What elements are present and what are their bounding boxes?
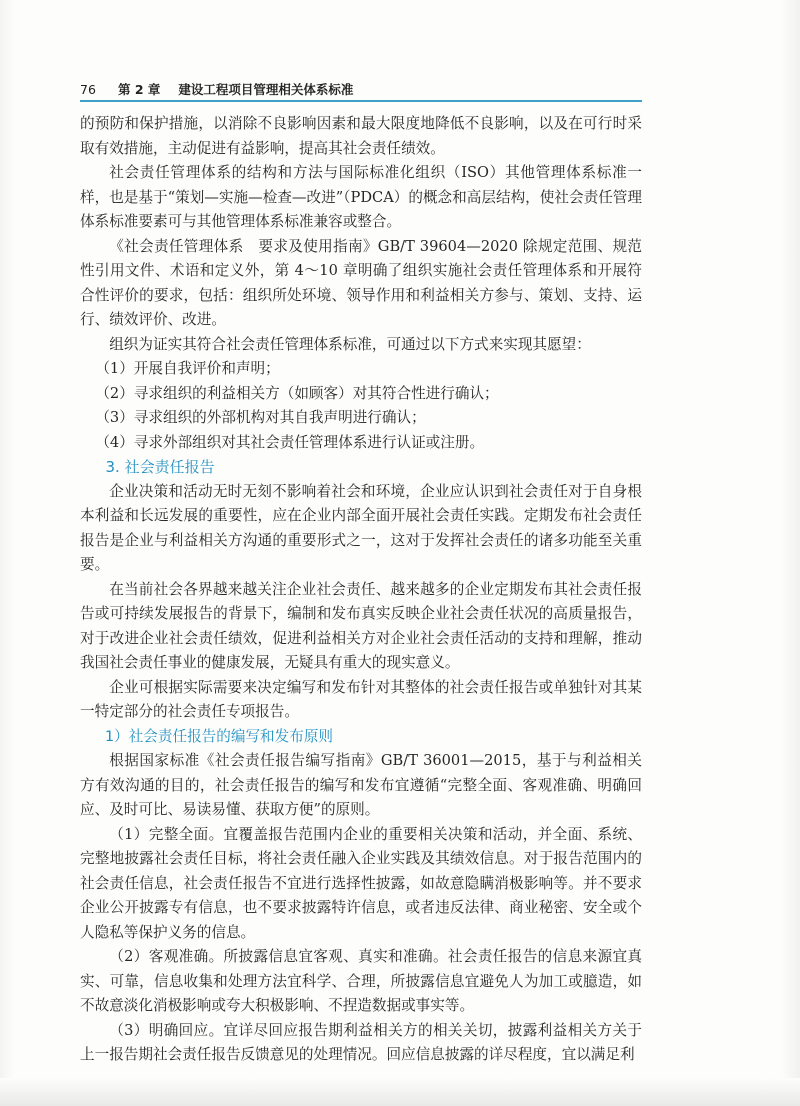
paragraph: （3）明确回应。宜详尽回应报告期利益相关方的相关关切，披露利益相关方关于上一报告期社会责任报告反馈意见的处理情况。回应信息披露的详尽程度，宜以满足利 <box>80 1021 642 1063</box>
list-item: （3）寻求组织的外部机构对其自我声明进行确认； <box>95 409 426 426</box>
page-number: 76 <box>80 82 96 97</box>
paragraph: 企业决策和活动无时无刻不影响着社会和环境，企业应认识到社会责任对于自身根本利益和长远发展的重要性，应在企业内部全面开展社会责任实践。定期发布社会责任报告是企业与利益相关方沟通的重要形式之一，这对于发挥社会责任的诸多功能至关重要。 <box>80 482 642 573</box>
paragraph: 组织为证实其符合社会责任管理体系标准，可通过以下方式来实现其愿望： <box>109 335 591 353</box>
paragraph: （2）客观准确。所披露信息宜客观、真实和准确。社会责任报告的信息来源宜真实、可靠，信息收集和处理方法宜科学、合理，所披露信息宜避免人为加工或臆造，如不故意淡化消极影响或夸大积极影响、不捏造数据或事实等。 <box>80 948 642 1014</box>
paragraph: 根据国家标准《社会责任报告编写指南》GB/T 36001—2015，基于与利益相关方有效沟通的目的，社会责任报告的编写和发布宜遵循“完整全面、客观准确、明确回应、及时可比、易读易懂、获取方便”的原则。 <box>80 752 642 818</box>
list-item: （1）开展自我评价和声明； <box>95 360 280 377</box>
page-bottom-shadow <box>0 1078 800 1106</box>
paragraph: （1）完整全面。宜覆盖报告范围内企业的重要相关决策和活动，并全面、系统、完整地披露社会责任目标，将社会责任融入企业实践及其绩效信息。对于报告范围内的社会责任信息，社会责任报告不宜进行选择性披露，如故意隐瞒消极影响等。并不要求企业公开披露专有信息，也不要求披露特许信息，或者违反法律、商业秘密、安全或个人隐私等保护义务的信息。 <box>80 825 642 941</box>
paragraph: 社会责任管理体系的结构和方法与国际标准化组织（ISO）其他管理体系标准一样，也是基于“策划—实施—检查—改进”（PDCA）的概念和高层结构，使社会责任管理体系标准要素可与其他管理体系标准兼容或整合。 <box>80 164 642 230</box>
section-heading: 3. 社会责任报告 <box>105 458 215 476</box>
paragraph-continued: 的预防和保护措施，以消除不良影响因素和最大限度地降低不良影响，以及在可行时采取有效措施，主动促进有益影响，提高其社会责任绩效。 <box>80 115 642 157</box>
running-header <box>80 80 642 100</box>
chapter-label: 第 2 章 <box>117 82 161 97</box>
paragraph: 《社会责任管理体系 要求及使用指南》GB/T 39604—2020 除规定范围、规范性引用文件、术语和定义外，第 4～10 章明确了组织实施社会责任管理体系和开展符合性评价的要求，包括：组织所处环境、领导作用和利益相关方参与、策划、支持、运行、绩效评价、改进。 <box>80 237 642 328</box>
paragraph: 企业可根据实际需要来决定编写和发布针对其整体的社会责任报告或单独针对其某一特定部分的社会责任专项报告。 <box>80 678 642 720</box>
paragraph: 在当前社会各界越来越关注企业社会责任、越来越多的企业定期发布其社会责任报告或可持续发展报告的背景下，编制和发布真实反映企业社会责任状况的高质量报告，对于改进企业社会责任绩效，促进利益相关方对企业社会责任活动的支持和理解，推动我国社会责任事业的健康发展，无疑具有重大的现实意义。 <box>80 580 642 671</box>
list-item: （4）寻求外部组织对其社会责任管理体系进行认证或注册。 <box>95 433 485 451</box>
body-text <box>80 112 642 1068</box>
subsection-heading: 1）社会责任报告的编写和发布原则 <box>104 727 334 745</box>
chapter-title: 建设工程项目管理相关体系标准 <box>178 82 354 97</box>
header-rule <box>80 100 642 102</box>
list-item: （2）寻求组织的利益相关方（如顾客）对其符合性进行确认； <box>95 384 499 402</box>
